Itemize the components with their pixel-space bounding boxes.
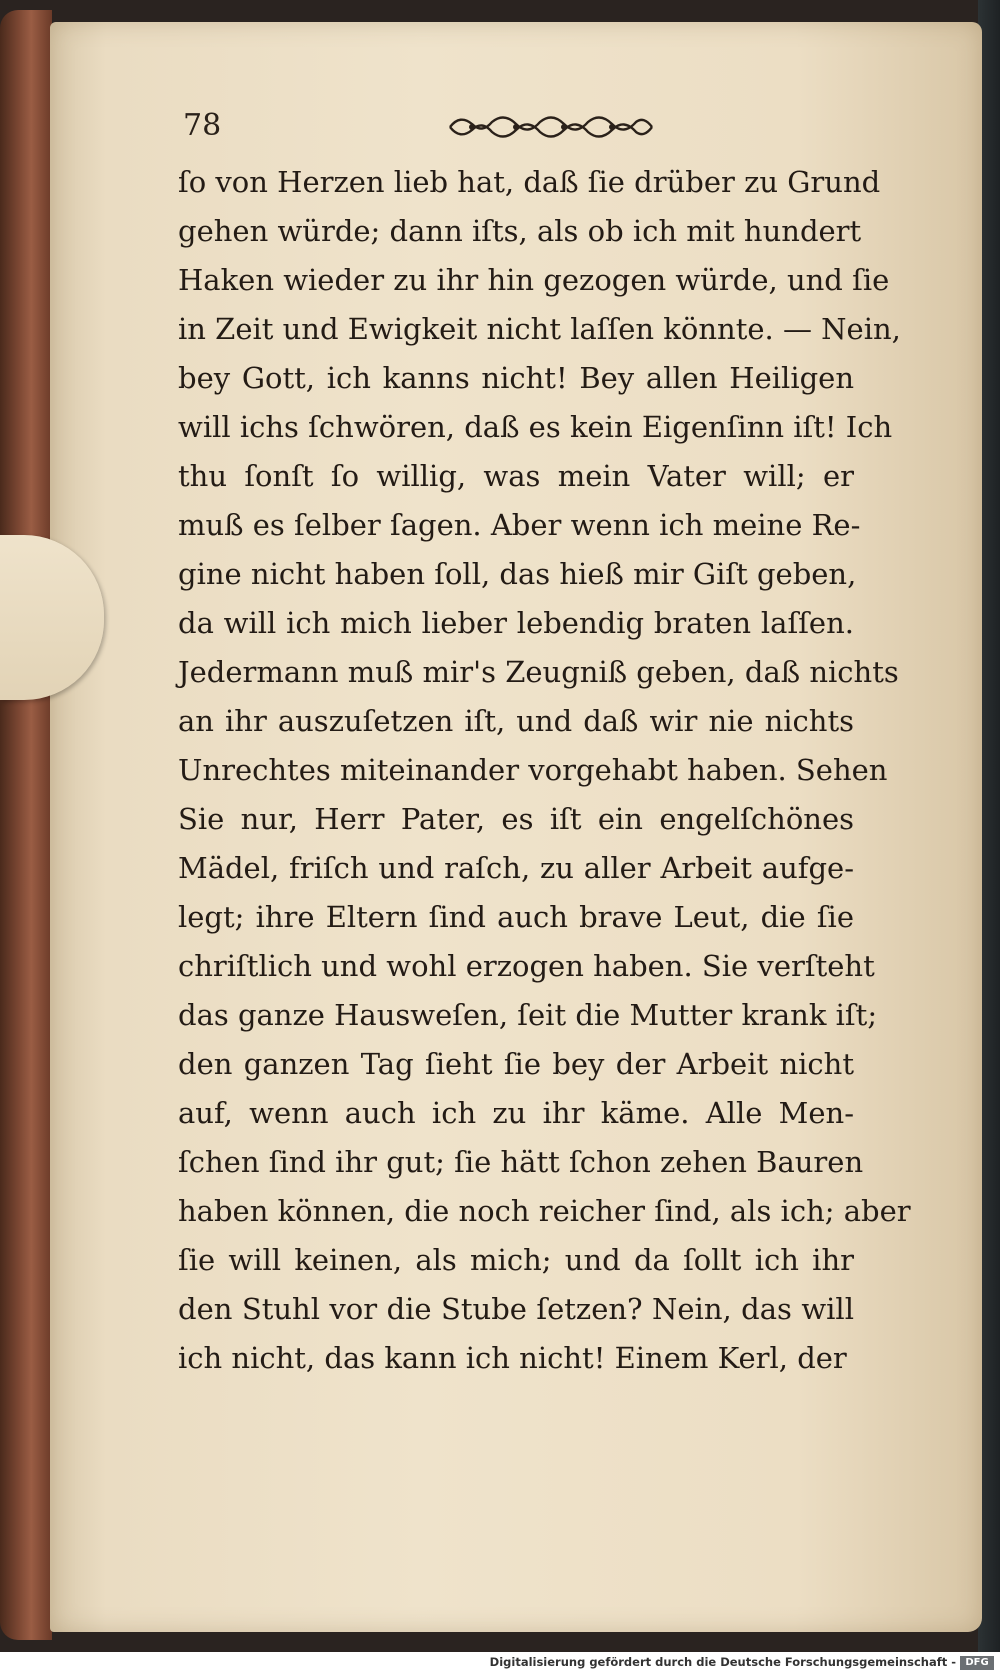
text-line: in Zeit und Ewigkeit nicht laſſen könnte. — Nein, bbox=[178, 312, 901, 346]
decorative-vine-ornament-icon bbox=[446, 110, 656, 144]
text-line: an ihr auszuſetzen iſt, und daß wir nie nichts bbox=[178, 704, 854, 738]
text-line: haben können, die noch reicher ſind, als ich; aber bbox=[178, 1194, 911, 1228]
text-line: da will ich mich lieber lebendig braten laſſen. bbox=[178, 606, 854, 640]
text-line: ich nicht, das kann ich nicht! Einem Kerl, der bbox=[178, 1341, 847, 1375]
text-line: Sie nur, Herr Pater, es iſt ein engelſchönes bbox=[178, 802, 854, 836]
text-line: ſchen ſind ihr gut; ſie hätt ſchon zehen Bauren bbox=[178, 1145, 864, 1179]
text-line: ſie will keinen, als mich; und da ſollt ich ihr bbox=[178, 1243, 854, 1277]
text-line: den Stuhl vor die Stube ſetzen? Nein, das will bbox=[178, 1292, 854, 1326]
text-line: thu ſonſt ſo willig, was mein Vater will; er bbox=[178, 459, 854, 493]
text-line: auf, wenn auch ich zu ihr käme. Alle Men- bbox=[178, 1096, 854, 1130]
footer-credit: Digitalisierung gefördert durch die Deutsche Forschungsgemeinschaft - bbox=[489, 1655, 956, 1669]
text-line: Unrechtes miteinander vorgehabt haben. Sehen bbox=[178, 753, 888, 787]
book-block-edge bbox=[0, 10, 52, 1640]
text-line: bey Gott, ich kanns nicht! Bey allen Heiligen bbox=[178, 361, 854, 395]
body-text bbox=[178, 158, 911, 1383]
text-line: das ganze Hausweſen, ſeit die Mutter krank iſt; bbox=[178, 998, 878, 1032]
text-line: Mädel, friſch und raſch, zu aller Arbeit aufge- bbox=[178, 851, 854, 885]
text-line: ſo von Herzen lieb hat, daß ſie drüber zu Grund bbox=[178, 165, 881, 199]
text-line: gehen würde; dann iſts, als ob ich mit hundert bbox=[178, 214, 862, 248]
text-line: Jedermann muß mir's Zeugniß geben, daß nichts bbox=[178, 655, 899, 689]
text-line: gine nicht haben ſoll, das hieß mir Giſt geben, bbox=[178, 557, 857, 591]
text-line: den ganzen Tag ſieht ſie bey der Arbeit nicht bbox=[178, 1047, 854, 1081]
dfg-logo-icon: DFG bbox=[960, 1656, 994, 1670]
text-line: muß es ſelber ſagen. Aber wenn ich meine Re- bbox=[178, 508, 861, 542]
text-line: Haken wieder zu ihr hin gezogen würde, und ſie bbox=[178, 263, 890, 297]
text-line: chriſtlich und wohl erzogen haben. Sie verſteht bbox=[178, 949, 875, 983]
text-line: will ichs ſchwören, daß es kein Eigenſinn iſt! Ich bbox=[178, 410, 893, 444]
digitization-footer bbox=[0, 1652, 1000, 1674]
page-number: 78 bbox=[183, 108, 222, 143]
text-line: legt; ihre Eltern ſind auch brave Leut, die ſie bbox=[178, 900, 854, 934]
